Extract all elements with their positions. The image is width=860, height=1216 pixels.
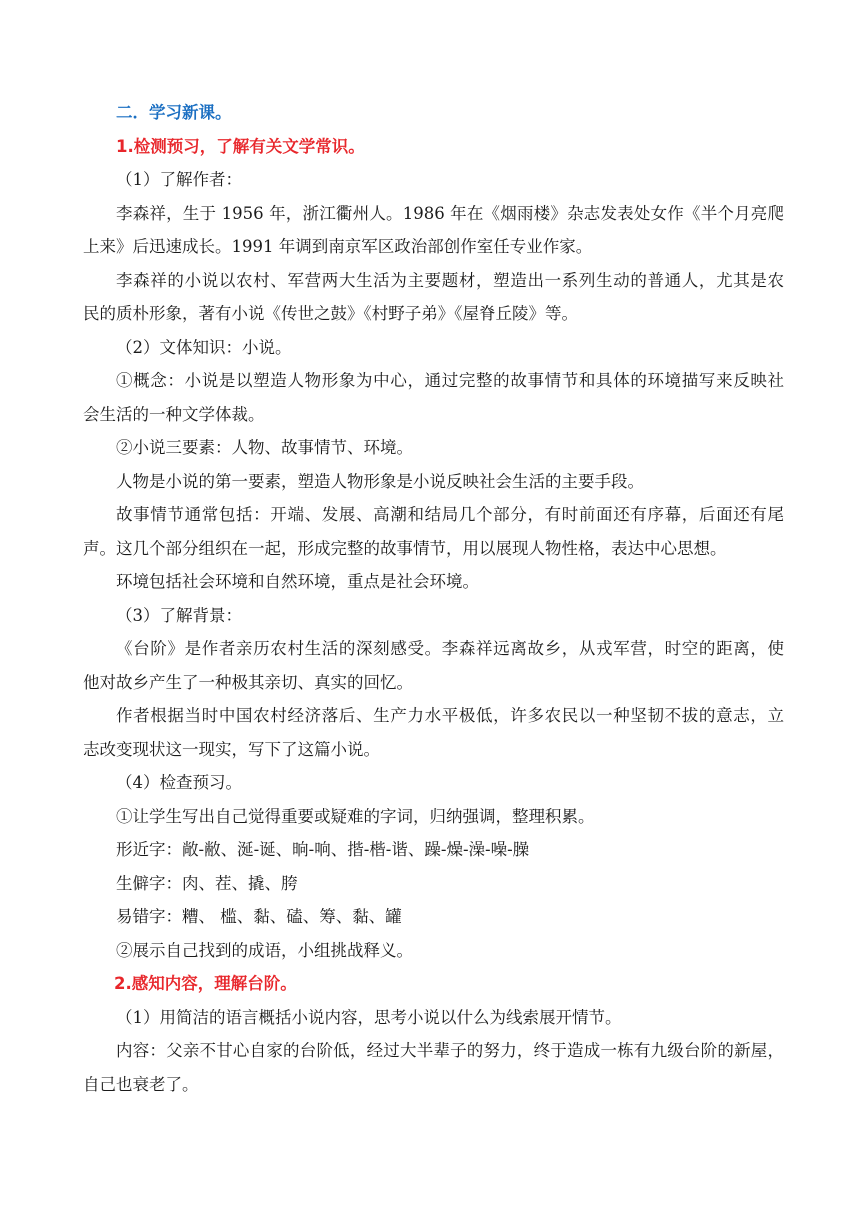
concept-line-2: 会生活的一种文学体裁。 <box>83 404 265 424</box>
plot-line-2: 声。这几个部分组织在一起，形成完整的故事情节，用以展现人物性格，表达中心思想。 <box>83 538 727 558</box>
subheading-summary: （1）用简洁的语言概括小说内容，思考小说以什么为线索展开情节。 <box>116 1007 622 1027</box>
subheading-check: （4）检查预习。 <box>116 773 242 792</box>
check-item-2: ②展示自己找到的成语，小组挑战释义。 <box>116 940 413 960</box>
environment-paragraph: 环境包括社会环境和自然环境，重点是社会环境。 <box>116 572 479 591</box>
author-paragraph-1-line-1: 李森祥，生于 1956 年，浙江衢州人。1986 年在《烟雨楼》杂志发表处女作《半个月亮爬 <box>116 203 784 223</box>
part1-title: 1.检测预习，了解有关文学常识。 <box>116 136 365 156</box>
subheading-genre: （2）文体知识：小说。 <box>116 337 292 357</box>
background-paragraph-1-line-1: 《台阶》是作者亲历农村生活的深刻感受。李森祥远离故乡，从戎军营，时空的距离，使 <box>116 639 784 658</box>
author-paragraph-1-line-2: 上来》后迅速成长。1991 年调到南京军区政治部创作室任专业作家。 <box>83 237 593 256</box>
author-paragraph-2-line-2: 民的质朴形象，著有小说《传世之鼓》《村野子弟》《屋脊丘陵》等。 <box>83 304 578 323</box>
background-paragraph-2-line-2: 志改变现状这一现实，写下了这篇小说。 <box>83 739 380 759</box>
plot-line-1: 故事情节通常包括：开端、发展、高潮和结局几个部分，有时前面还有序幕，后面还有尾 <box>116 505 784 524</box>
section-title: 二．学习新课。 <box>116 103 232 122</box>
rare-characters: 生僻字：肉、茬、撬、胯 <box>116 873 298 893</box>
subheading-author: （1）了解作者： <box>116 170 242 189</box>
concept-line-1: ①概念：小说是以塑造人物形象为中心，通过完整的故事情节和具体的环境描写来反映社 <box>116 371 784 390</box>
three-elements: ②小说三要素：人物、故事情节、环境。 <box>116 438 413 457</box>
check-item-1: ①让学生写出自己觉得重要或疑难的字词，归纳强调，整理积累。 <box>116 806 595 826</box>
error-prone-characters: 易错字：糟、 槛、黏、磕、筹、黏、罐 <box>116 907 402 926</box>
character-paragraph: 人物是小说的第一要素，塑造人物形象是小说反映社会生活的主要手段。 <box>116 471 644 491</box>
similar-characters: 形近字：敞-敝、涎-诞、晌-响、揩-楷-谐、躁-燥-澡-噪-臊 <box>116 840 530 859</box>
background-paragraph-2-line-1: 作者根据当时中国农村经济落后、生产力水平极低，许多农民以一种坚韧不拔的意志，立 <box>116 706 784 725</box>
content-line-2: 自己也衰老了。 <box>83 1074 199 1094</box>
subheading-background: （3）了解背景： <box>116 605 242 625</box>
document-page <box>83 96 784 1101</box>
content-line-1: 内容：父亲不甘心自家的台阶低，经过大半辈子的努力，终于造成一栋有九级台阶的新屋， <box>116 1041 784 1060</box>
background-paragraph-1-line-2: 他对故乡产生了一种极其亲切、真实的回忆。 <box>83 672 413 692</box>
part2-title: 2.感知内容，理解台阶。 <box>114 974 297 993</box>
author-paragraph-2-line-1: 李森祥的小说以农村、军营两大生活为主要题材，塑造出一系列生动的普通人，尤其是农 <box>116 270 784 290</box>
